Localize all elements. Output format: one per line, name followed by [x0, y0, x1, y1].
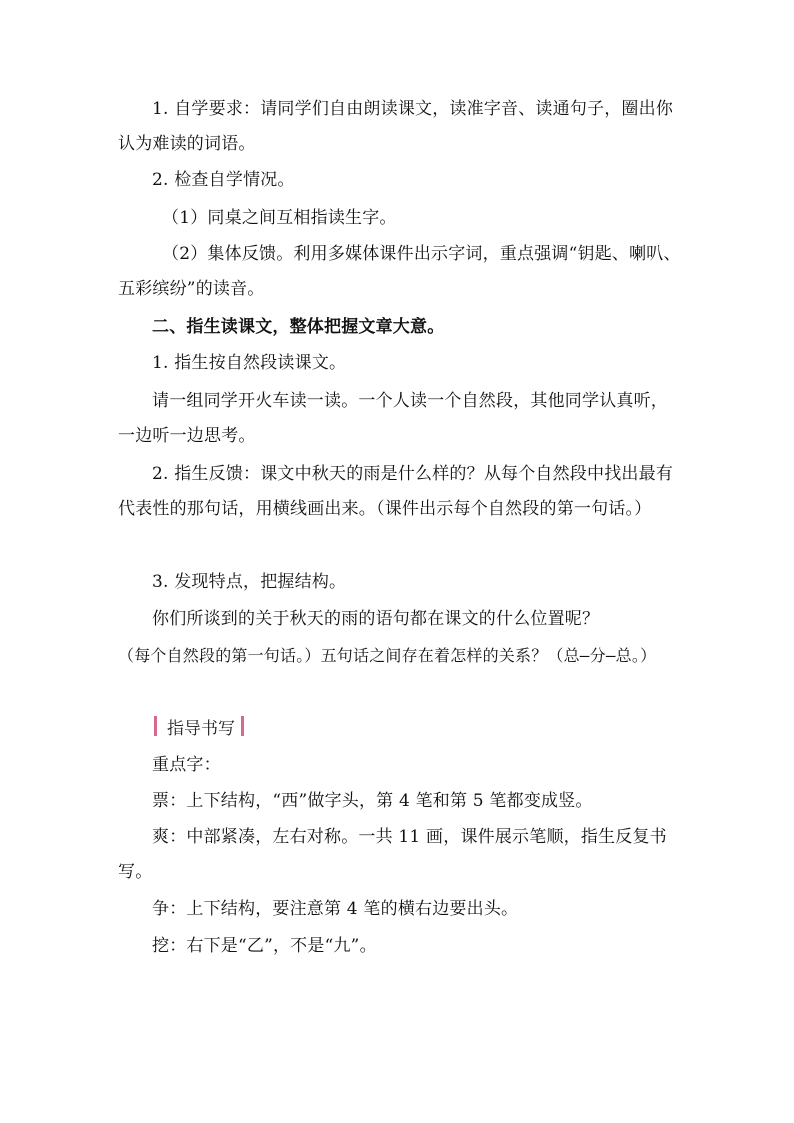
paragraph-group-feedback: （2）集体反馈。利用多媒体课件出示字词，重点强调“钥匙、喇叭、五彩缤纷”的读音。	[118, 244, 681, 299]
paragraph-char-zheng: 争：上下结构，要注意第 4 笔的横右边要出头。	[152, 899, 519, 919]
paragraph-read-by-paragraph: 1. 指生按自然段读课文。	[152, 353, 347, 373]
paragraph-key-characters: 重点字：	[152, 755, 221, 775]
paragraph-char-wa: 挖：右下是“乙”，不是“九”。	[152, 936, 377, 956]
paragraph-student-feedback: 2. 指生反馈：课文中秋天的雨是什么样的？从每个自然段中找出最有代表性的那句话，用横线画出来。（课件出示每个自然段的第一句话。）	[118, 464, 674, 519]
paragraph-train-reading: 请一组同学开火车读一读。一个人读一个自然段，其他同学认真听，一边听一边思考。	[118, 391, 668, 446]
paragraph-find-features: 3. 发现特点，把握结构。	[152, 572, 347, 592]
paragraph-answer-structure: （每个自然段的第一句话。）五句话之间存在着怎样的关系？（总—分—总。）	[118, 646, 657, 665]
paragraph-self-study-requirement: 1. 自学要求：请同学们自由朗读课文，读准字音、读通句子，圈出你认为难读的词语。	[118, 99, 674, 154]
paragraph-question: 你们所谈到的关于秋天的雨的语句都在课文的什么位置呢？	[152, 609, 600, 629]
paragraph-check-self-study: 2. 检查自学情况。	[152, 170, 295, 190]
section-writing-guidance-title: 指导书写	[167, 718, 235, 739]
section-heading-read-text: 二、指生读课文，整体把握文章大意。	[152, 317, 445, 337]
paragraph-char-shuang: 爽：中部紧凑，左右对称。一共 11 画，课件展示笔顺，指生反复书写。	[118, 827, 667, 882]
paragraph-char-piao: 票：上下结构，“西”做字头，第 4 笔和第 5 笔都变成竖。	[152, 791, 593, 811]
heading-accent-bar-right	[241, 716, 244, 736]
paragraph-desk-mate-reading: （1）同桌之间互相指读生字。	[162, 208, 397, 228]
section-writing-guidance	[154, 712, 244, 740]
